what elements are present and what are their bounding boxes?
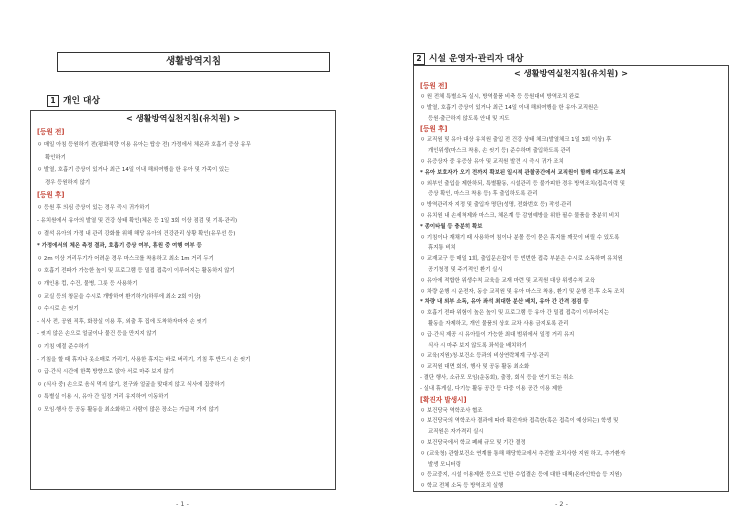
guideline-line: ㅇ 특별실 이용 시, 유아 간 일정 거리 유지하여 이동하기 <box>37 394 169 401</box>
guideline-line: ㅇ 보건당국에서 학교 폐쇄 규모 및 기간 결정 <box>420 439 526 446</box>
guideline-line: * 유아 보호자가 오기 전까지 확보된 일시적 관찰공간에서 교직원이 함께 대기도록 조치 <box>420 169 626 176</box>
section-title: 개인 대상 <box>63 96 101 106</box>
guideline-line: ㅇ 교실 등의 창문을 수시로 개방하여 환기하기(하루에 최소 2회 이상) <box>37 293 201 300</box>
guideline-line: 확인하기 <box>45 154 66 161</box>
guideline-line: * 차량 내 외부 소독, 유아 좌석 최대한 분산 배치, 유아 간 간격 점검 등 <box>420 299 589 306</box>
guideline-line: ㅇ 수시로 손 씻기 <box>37 306 79 313</box>
subsection-heading: [등원 전] <box>420 82 448 90</box>
guideline-line: 경우 등원하지 않기 <box>45 179 91 186</box>
guideline-line: ㅇ 외부인 출입을 제한하되, 특별활동, 시설관리 등 불가피한 경우 방역조치(접촉이력 및 <box>420 180 625 187</box>
guideline-line: ㅇ 교직원 대면 회의, 행사 및 공동 활동 최소화 <box>420 364 530 371</box>
guideline-line: 발생 모니터링 <box>428 461 461 468</box>
guideline-line: ㅇ 교재교구 등 매일 1회, 출입문손잡이 등 빈번한 접촉 부분은 수시로 소독하며 유치원 <box>420 256 623 263</box>
guideline-line: ㅇ 교직원 및 유아 대상 유치원 출입 전 건강 상태 체크(발열체크 1일 3회 이상) 후 <box>420 137 612 144</box>
guideline-line: ㅇ 2m 이상 거리두기가 어려운 경우 마스크를 착용하고 최소 1m 거리 두기 <box>37 255 214 262</box>
guideline-line: ㅇ 모임·행사 등 공동 활동을 최소화하고 사람이 많은 장소는 가급적 가지 않기 <box>37 406 219 413</box>
subsection-heading: [등원 후] <box>37 191 65 200</box>
guideline-line: ㅇ (식사 중) 손으로 음식 먹지 않기, 친구와 얼굴을 맞대지 않고 식사에 집중하기 <box>37 381 225 388</box>
guideline-content <box>414 81 728 492</box>
page-2 <box>375 0 750 530</box>
guideline-box-individual <box>30 110 336 490</box>
page-number: - 1 - <box>176 500 189 508</box>
guideline-line: ㅇ 결석 유아의 가정 내 관리 강화를 위해 해당 유아의 건강관리 상황 확인(유무선 등) <box>37 230 236 237</box>
guideline-line: ㅇ 교육(지원)청·보건소 등과의 비상연락체계 구성·관리 <box>420 353 550 360</box>
guideline-line: ㅇ 학교 전체 소독 등 방역조치 실행 <box>420 483 504 490</box>
guideline-line: ㅇ 개인용 컵, 수건, 물병, 그릇 등 사용하기 <box>37 280 138 287</box>
guideline-line: ㅇ (교육청) 관할보건소 연계를 통해 해당학교에서 추진할 조치사항 지원 하고, 추가환자 <box>420 450 626 457</box>
guideline-line: ㅇ 매일 아침 등원하기 전(평화적량 이용 유아는 탑승 전) 가정에서 체온과 호흡기 증상 유무 <box>37 142 251 148</box>
guideline-line: ㅇ 호흡기 전파가 가능한 높이 및 프로그램 등 밀접 접촉이 이루어지는 활동하지 않기 <box>37 268 235 275</box>
guideline-line: - 유치원에서 유아의 발열 및 건강 상태 확인(체온 등 1일 3회 이상 점검 및 기록·관리) <box>37 217 238 224</box>
section-number: 1 <box>47 95 59 107</box>
guideline-line: ㅇ 보건당국 역학조사 협조 <box>420 407 483 414</box>
guideline-line: ㅇ 유아에 적합한 위생수칙 교육을 교재 마련 및 교직원 대상 위생수칙 교육 <box>420 277 596 284</box>
guideline-line: ㅇ 유증상자 중 유증상 유아 및 교직원 발견 시 즉시 귀가 조치 <box>420 158 564 165</box>
section-title: 시설 운영자·관리자 대상 <box>429 54 524 64</box>
guideline-line: - 결단 행사, 소규모 모임(운동회), 출장, 회식 등을 연기 또는 취소 <box>420 374 574 381</box>
page-number: - 2 - <box>555 500 568 508</box>
guideline-line: - 식사 전, 공원 직후, 화장실 이용 후, 외출 후 집에 도착하자마자 손 씻기 <box>37 318 207 325</box>
guideline-line: ㅇ 등원 후 의심 증상이 있는 경우 즉시 귀가하기 <box>37 205 150 212</box>
guideline-line: ㅇ 발열, 호흡기 증상이 있거나 최근 14일 이내 해외여행을 한 유아 및 가족이 있는 <box>37 167 230 174</box>
guideline-line: 식사 시 마주 보지 않도록 좌석을 배치하기 <box>428 342 527 349</box>
guideline-line: 등원·출근하지 않도록 안내 및 지도 <box>428 115 510 122</box>
guideline-line: ㅇ 발열, 호흡기 증상이 있거나 최근 14일 이내 해외여행을 한 유아·교직원은 <box>420 104 599 111</box>
guideline-line: 개인위생(마스크 착용, 손 씻기 등) 준수하며 출입하도록 관리 <box>428 148 571 155</box>
guideline-line: ㅇ 기침이나 재채기 때 사용하여 침이나 분몰 등이 묻은 휴지를 깨끗이 버릴 수 있도록 <box>420 234 620 241</box>
section-heading-operators <box>413 51 523 65</box>
main-title: 생활방역지침 <box>57 52 330 72</box>
guideline-line: ㅇ 급·간식 시간에 한쪽 방향으로 앉아 서로 마주 보지 않기 <box>37 369 174 376</box>
guideline-line: * 가정에서의 체온 측정 결과, 호흡기 증상 여부, 휴원 중 여행 여부 등 <box>37 243 202 250</box>
guideline-box-operators <box>413 65 729 492</box>
guideline-line: ㅇ 급·간식 제공 시 유아들이 가능한 최대 범위에서 일정 거리 유지 <box>420 331 575 338</box>
guideline-line: ㅇ 등교중지, 시설 이용제한 등으로 인한 수업결손 등에 대한 대책(온라인학습 등 지원) <box>420 472 622 479</box>
guideline-line: - 기침을 할 때 휴지나 옷소매로 가리기, 사용한 휴지는 바로 버리기, 기침 후 반드시 손 씻기 <box>37 356 251 363</box>
subsection-heading: [등원 후] <box>420 125 448 134</box>
guideline-content <box>31 126 335 416</box>
guideline-line: * 종이타월 등 충분히 확보 <box>420 223 483 230</box>
guideline-line: 휴지통 비치 <box>428 245 456 252</box>
guideline-line: 증상 확인, 마스크 착용 등) 후 출입하도록 관리 <box>428 191 538 198</box>
guideline-line: ㅇ 호흡기 전파 위험이 높은 높이 및 프로그램 등 유아 간 밀접 접촉이 이루어지는 <box>420 310 609 317</box>
guideline-line: ㅇ 원 전체 특별소독 실시, 방역물품 비축 등 등원대비 방역조치 완료 <box>420 94 580 100</box>
guideline-line: 공기청정 및 주기적인 환기 실시 <box>428 266 503 273</box>
guideline-line: - 씻지 않은 손으로 얼굴이나 물건 등을 만지지 않기 <box>37 331 157 338</box>
guideline-line: ㅇ 유치원 내 손세척제와 마스크, 체온계 등 감염예방을 위한 필수 물품을 충분히 비치 <box>420 212 620 219</box>
guideline-line: ㅇ 기침 예절 준수하기 <box>37 343 90 350</box>
guideline-line: ㅇ 차량 운행 시 운전자, 동승 교직원 및 유아 마스크 착용, 환기 및 운행 전·후 소독 조치 <box>420 288 625 295</box>
guideline-line: - 실내 휴게실, 다기능 활동 공간 등 다중 이용 공간 이용 제한 <box>420 385 563 392</box>
section-heading-individual <box>47 93 100 107</box>
subsection-heading: [확진자 발생시] <box>420 395 467 404</box>
guideline-line: ㅇ 보건당국의 역학조사 결과에 따라 확진자와 접촉한(혹은 접촉이 예상되는) 학생 및 <box>420 418 619 425</box>
guideline-line: ㅇ 방역관리자 지정 및 출입자 명단(성명, 전화번호 등) 작성·관리 <box>420 202 572 209</box>
section-number: 2 <box>413 53 425 65</box>
box-title: < 생활방역실천지침(유치원) > <box>126 113 240 123</box>
guideline-line: 교직원은 자가격리 실시 <box>428 429 484 436</box>
subsection-heading: [등원 전] <box>37 128 65 136</box>
guideline-line: 활동을 자제하고, 개인 물품의 상호 교차 사용 금지토록 관리 <box>428 320 569 327</box>
box-title: < 생활방역실천지침(유치원) > <box>514 68 628 78</box>
